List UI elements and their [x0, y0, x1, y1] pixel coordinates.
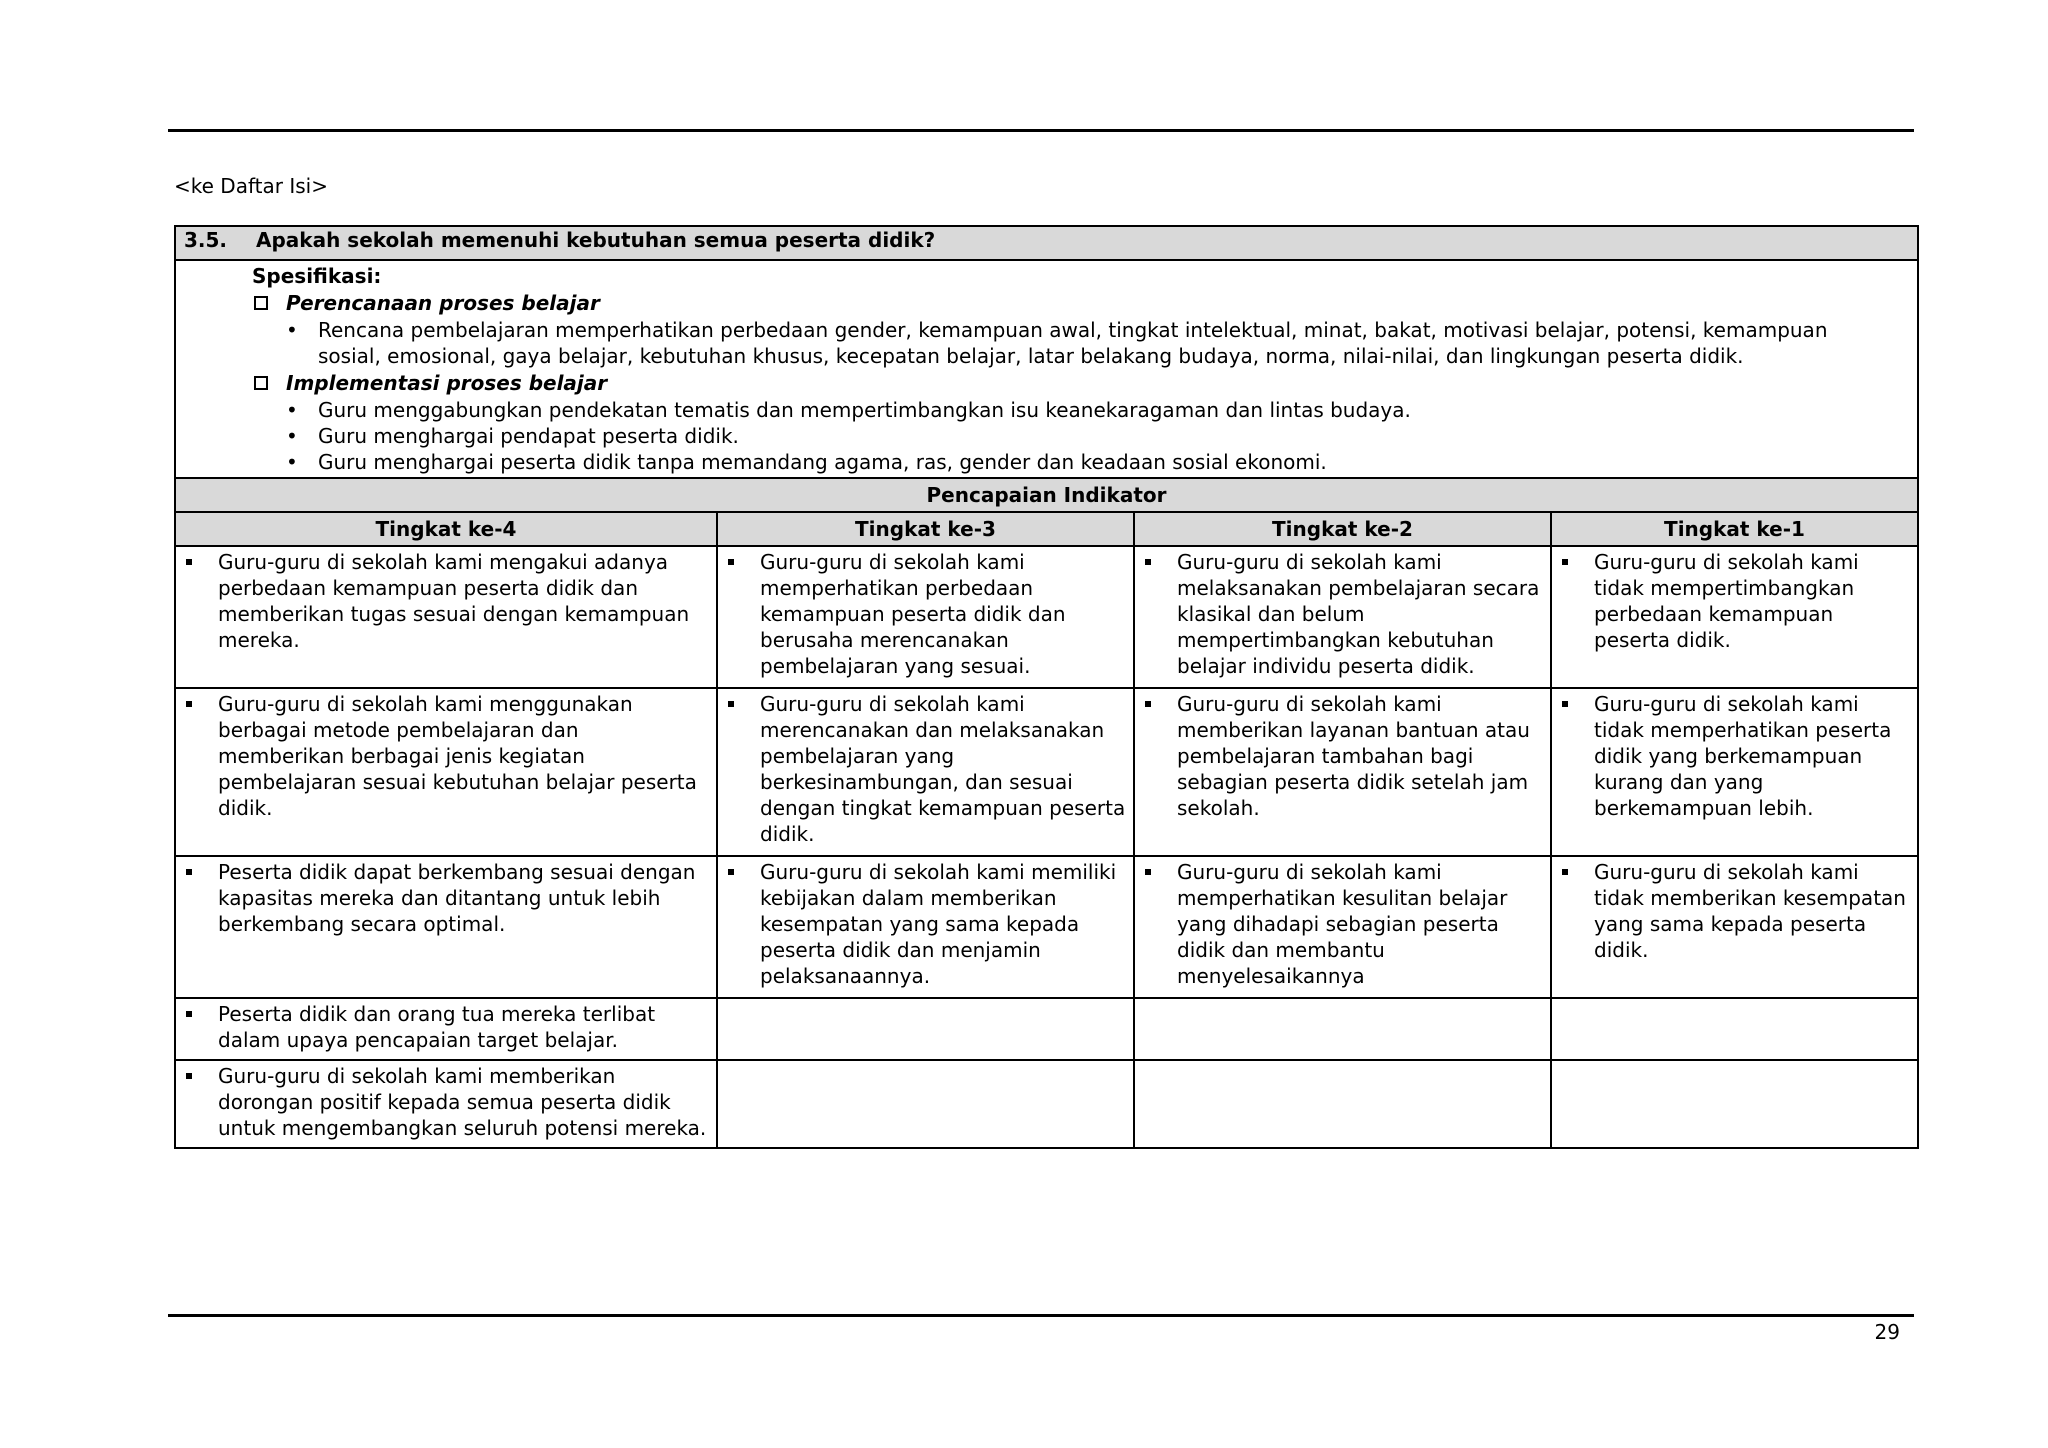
spec-item: • Rencana pembelajaran memperhatikan perbedaan gender, kemampuan awal, tingkat intelektual, minat, bakat, motivasi belajar, potensi, kemampuan sosial, emosional, gaya belajar, kebutuhan khusus, kecepatan belajar, latar belakang budaya, norma, nilai-nilai, dan lingkungan peserta didik.	[286, 318, 1828, 368]
indicator-text: Guru-guru di sekolah kami memberikan layanan bantuan atau pembelajaran tambahan bagi sebagian peserta didik setelah jam sekolah.	[1177, 692, 1530, 820]
specification-row	[175, 260, 1918, 478]
indicator-table	[174, 225, 1919, 1149]
indicator-cell	[717, 1060, 1134, 1148]
indicator-cell	[1134, 1060, 1551, 1148]
indicator-cell	[1551, 546, 1918, 688]
indicator-cell	[1134, 856, 1551, 998]
indicator-cell	[175, 546, 717, 688]
indicator-cell	[175, 688, 717, 856]
square-bullet-icon	[1562, 869, 1568, 875]
indicator-row	[175, 688, 1918, 856]
indicator-text: Guru-guru di sekolah kami mengakui adanya perbedaan kemampuan peserta didik dan memberikan tugas sesuai dengan kemampuan mereka.	[218, 550, 690, 652]
indicator-text: Guru-guru di sekolah kami memperhatikan kesulitan belajar yang dihadapi sebagian peserta didik dan membantu menyelesaikannya	[1177, 860, 1508, 988]
square-bullet-icon	[1145, 701, 1151, 707]
bullet-icon: •	[286, 398, 298, 422]
indicator-title-row	[175, 478, 1918, 512]
spec-group-list	[252, 317, 1917, 369]
section-number: 3.5.	[184, 228, 228, 252]
indicator-text: Peserta didik dapat berkembang sesuai dengan kapasitas mereka dan ditantang untuk lebih berkembang secara optimal.	[218, 860, 696, 936]
square-bullet-icon	[186, 701, 192, 707]
level-header-4: Tingkat ke-4	[175, 512, 717, 546]
checkbox-icon	[254, 296, 268, 310]
indicator-text: Guru-guru di sekolah kami tidak memperhatikan peserta didik yang berkemampuan kurang dan yang berkemampuan lebih.	[1594, 692, 1892, 820]
bullet-icon: •	[286, 424, 298, 448]
section-question: Apakah sekolah memenuhi kebutuhan semua peserta didik?	[256, 228, 936, 252]
indicator-cell	[717, 856, 1134, 998]
footer-rule	[168, 1314, 1914, 1317]
indicator-cell	[175, 1060, 717, 1148]
indicator-text: Guru-guru di sekolah kami menggunakan berbagai metode pembelajaran dan memberikan berbagai jenis kegiatan pembelajaran sesuai kebutuhan belajar peserta didik.	[218, 692, 697, 820]
indicator-text: Peserta didik dan orang tua mereka terlibat dalam upaya pencapaian target belajar.	[218, 1002, 656, 1052]
level-header-2: Tingkat ke-2	[1134, 512, 1551, 546]
spec-item: • Guru menghargai peserta didik tanpa memandang agama, ras, gender dan keadaan sosial ekonomi.	[286, 450, 1327, 474]
indicator-row	[175, 998, 1918, 1060]
indicator-text: Guru-guru di sekolah kami memiliki kebijakan dalam memberikan kesempatan yang sama kepada peserta didik dan menjamin pelaksanaannya.	[760, 860, 1117, 988]
level-header-3: Tingkat ke-3	[717, 512, 1134, 546]
indicator-row	[175, 856, 1918, 998]
indicator-cell	[717, 546, 1134, 688]
indicator-cell	[175, 856, 717, 998]
square-bullet-icon	[186, 559, 192, 565]
spec-item: • Guru menghargai pendapat peserta didik.	[286, 424, 739, 448]
daftar-isi-link[interactable]: <ke Daftar Isi>	[174, 174, 328, 198]
bullet-icon: •	[286, 450, 298, 474]
square-bullet-icon	[1145, 869, 1151, 875]
indicator-text: Guru-guru di sekolah kami melaksanakan pembelajaran secara klasikal dan belum mempertimbangkan kebutuhan belajar individu peserta didik.	[1177, 550, 1540, 678]
indicator-body	[175, 546, 1918, 1148]
indicator-text: Guru-guru di sekolah kami merencanakan dan melaksanakan pembelajaran yang berkesinambungan, dan sesuai dengan tingkat kemampuan peserta didik.	[760, 692, 1126, 846]
square-bullet-icon	[186, 1011, 192, 1017]
square-bullet-icon	[1562, 701, 1568, 707]
spec-group-title: Implementasi proses belajar	[252, 369, 1917, 397]
spec-heading: Spesifikasi:	[252, 264, 382, 288]
spec-group-list	[252, 397, 1917, 475]
bullet-icon: •	[286, 318, 298, 342]
indicator-cell	[717, 998, 1134, 1060]
indicator-cell	[717, 688, 1134, 856]
indicator-cell	[1134, 546, 1551, 688]
spec-group-title: Perencanaan proses belajar	[252, 289, 1917, 317]
checkbox-icon	[254, 376, 268, 390]
square-bullet-icon	[1562, 559, 1568, 565]
indicator-cell	[1551, 856, 1918, 998]
indicator-cell	[1551, 998, 1918, 1060]
square-bullet-icon	[1145, 559, 1151, 565]
indicator-title: Pencapaian Indikator	[175, 478, 1918, 512]
header-rule	[168, 129, 1914, 132]
square-bullet-icon	[186, 869, 192, 875]
spec-item: • Guru menggabungkan pendekatan tematis dan mempertimbangkan isu keanekaragaman dan lintas budaya.	[286, 398, 1411, 422]
indicator-cell	[1551, 688, 1918, 856]
indicator-cell	[1551, 1060, 1918, 1148]
square-bullet-icon	[728, 701, 734, 707]
indicator-cell	[1134, 998, 1551, 1060]
indicator-text: Guru-guru di sekolah kami tidak mempertimbangkan perbedaan kemampuan peserta didik.	[1594, 550, 1859, 652]
square-bullet-icon	[728, 869, 734, 875]
square-bullet-icon	[728, 559, 734, 565]
level-header-row	[175, 512, 1918, 546]
indicator-cell	[1134, 688, 1551, 856]
indicator-row	[175, 1060, 1918, 1148]
indicator-text: Guru-guru di sekolah kami memberikan dorongan positif kepada semua peserta didik untuk mengembangkan seluruh potensi mereka.	[218, 1064, 707, 1140]
page-number: 29	[1874, 1320, 1900, 1344]
section-title-row	[175, 226, 1918, 260]
indicator-row	[175, 546, 1918, 688]
indicator-text: Guru-guru di sekolah kami tidak memberikan kesempatan yang sama kepada peserta didik.	[1594, 860, 1906, 962]
level-header-1: Tingkat ke-1	[1551, 512, 1918, 546]
indicator-cell	[175, 998, 717, 1060]
square-bullet-icon	[186, 1073, 192, 1079]
indicator-text: Guru-guru di sekolah kami memperhatikan perbedaan kemampuan peserta didik dan berusaha merencanakan pembelajaran yang sesuai.	[760, 550, 1066, 678]
